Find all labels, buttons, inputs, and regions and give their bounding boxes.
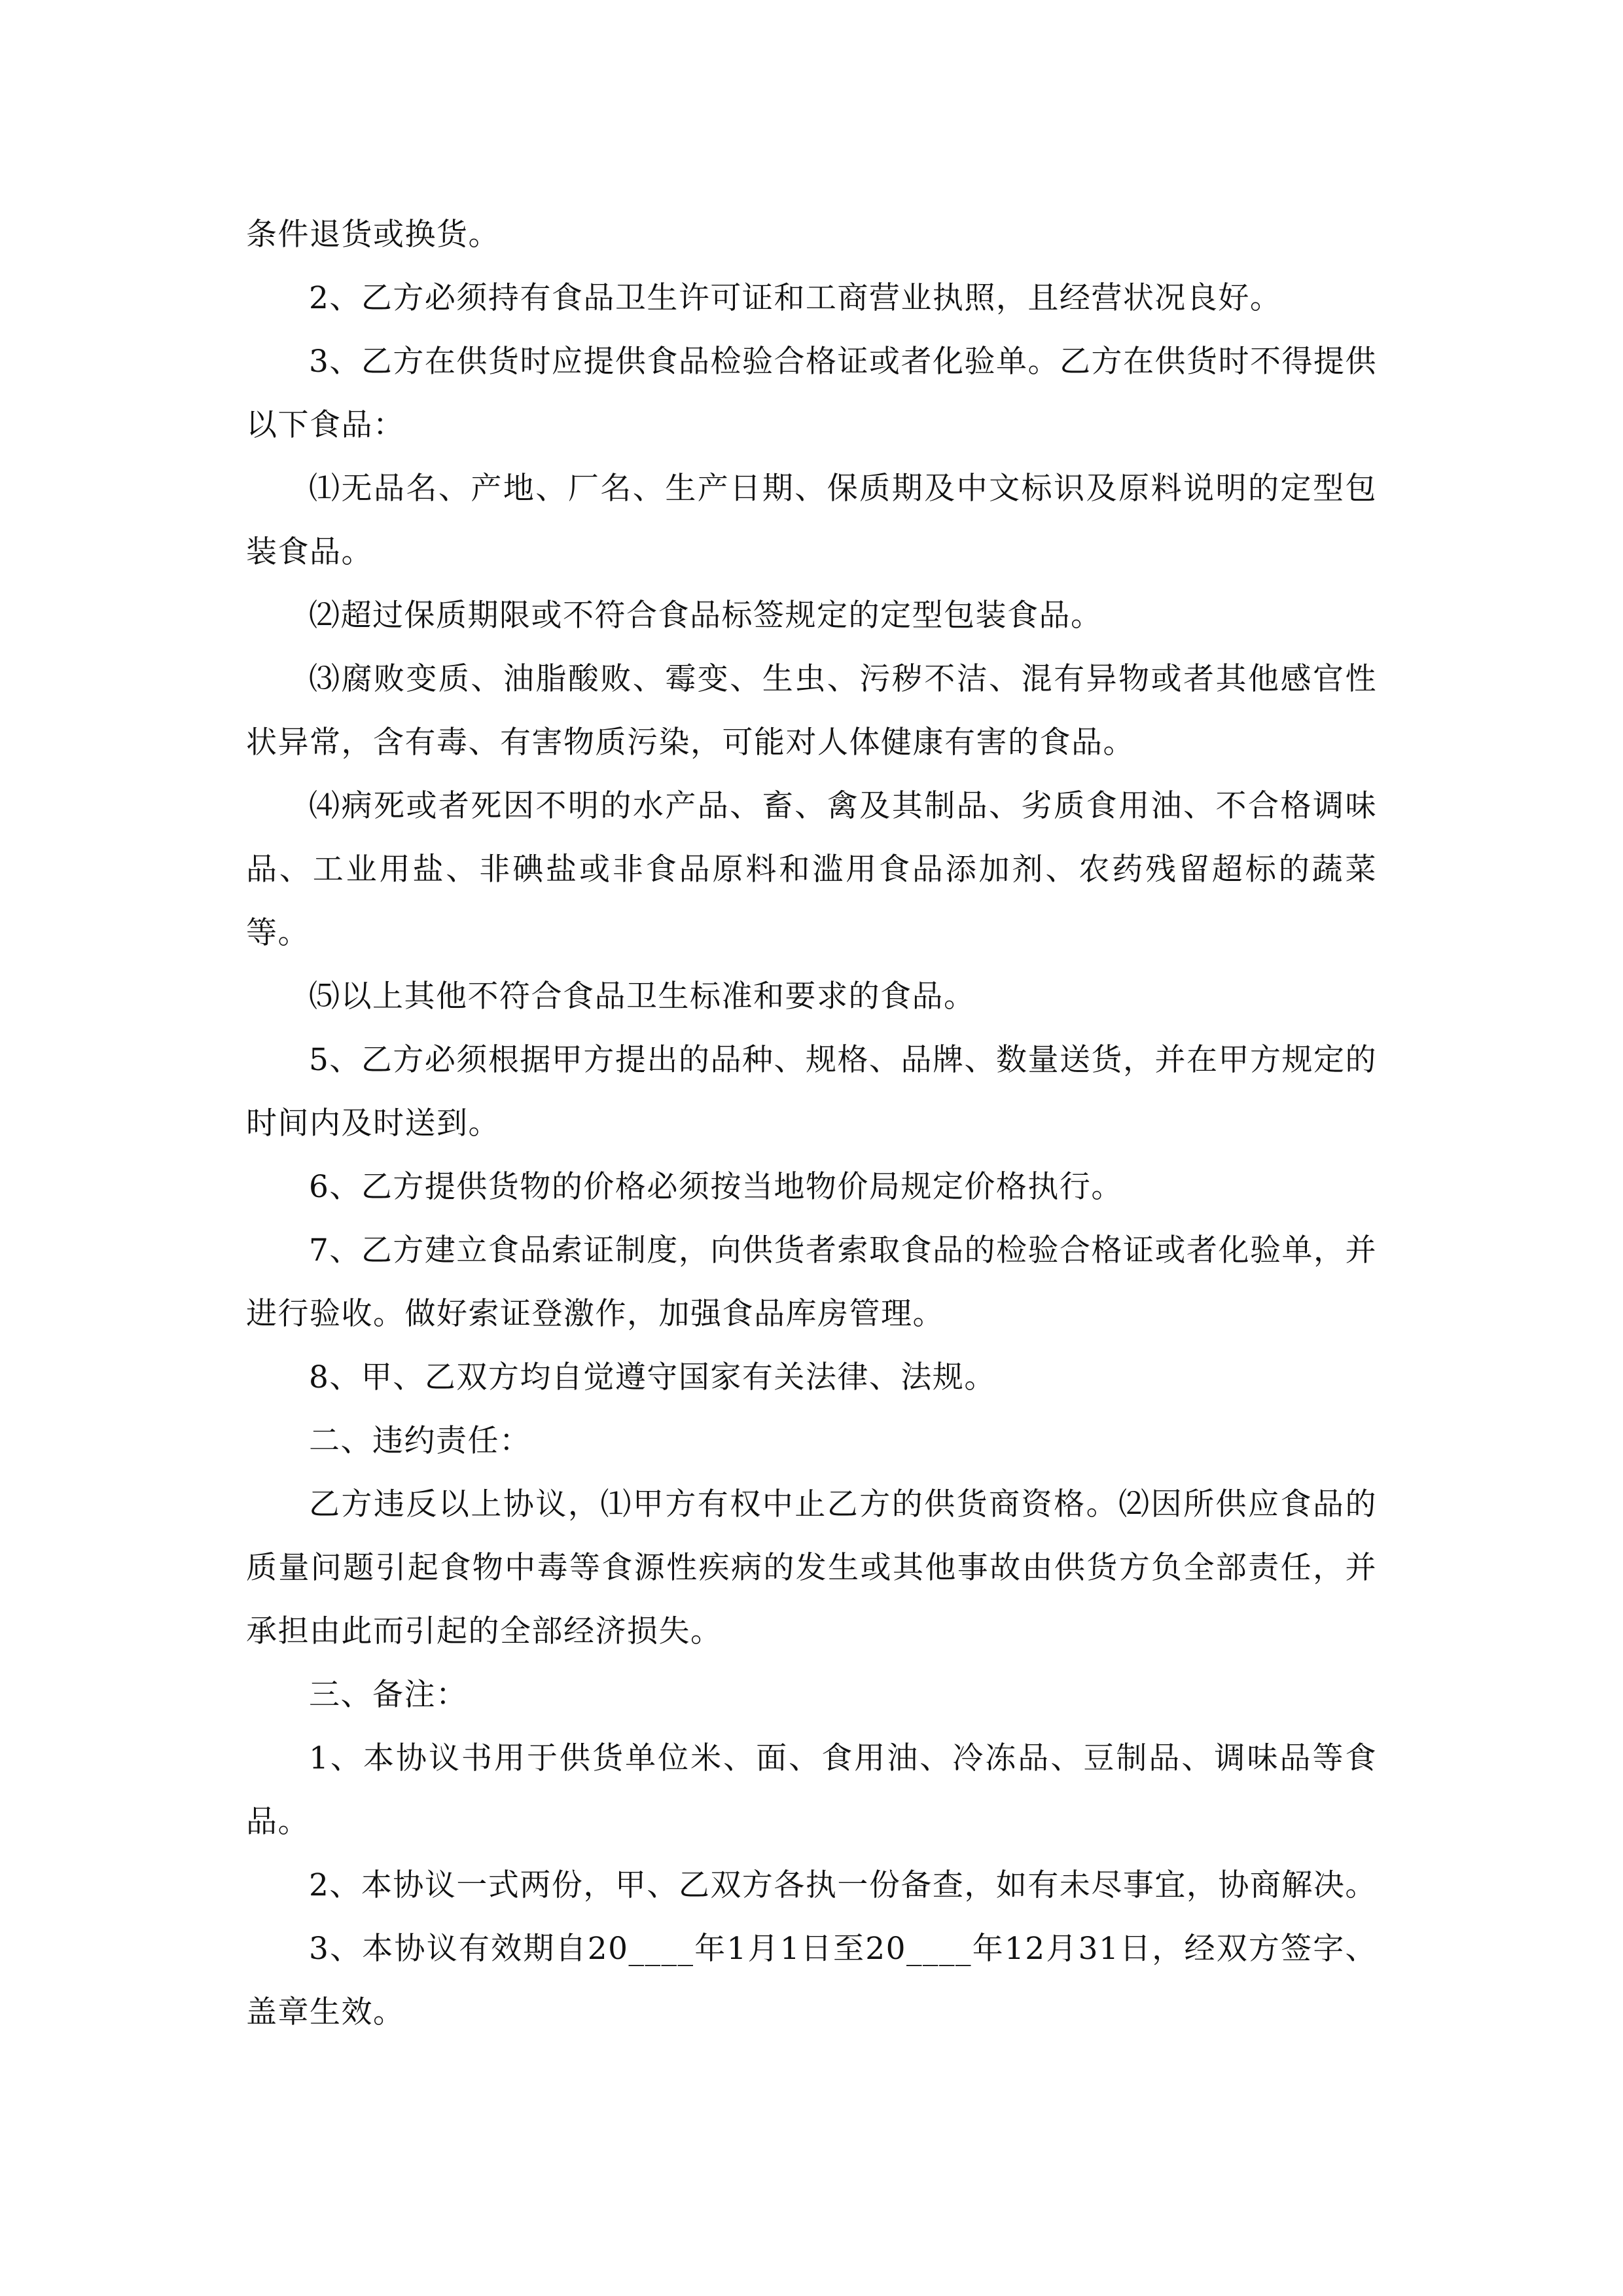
paragraph-remark-1: 1、本协议书用于供货单位米、面、食用油、冷冻品、豆制品、调味品等食品。 [246,1740,1377,1840]
section-heading-liability: 二、违约责任： [309,1423,531,1459]
paragraph-remark-3: 3、本协议有效期自20____年1月1日至20____年12月31日，经双方签字、盖章生效。 [246,1931,1377,2030]
paragraph-remark-2: 2、本协议一式两份，甲、乙双方各执一份备查，如有未尽事宜，协商解决。 [309,1867,1377,1903]
document-body [246,203,1377,2044]
paragraph-item-4: ⑷病死或者死因不明的水产品、畜、禽及其制品、劣质食用油、不合格调味品、工业用盐、非碘盐或非食品原料和滥用食品添加剂、农药残留超标的蔬菜等。 [246,788,1377,951]
paragraph-clause-8: 8、甲、乙双方均自觉遵守国家有关法律、法规。 [309,1359,996,1395]
paragraph-liability: 乙方违反以上协议，⑴甲方有权中止乙方的供货商资格。⑵因所供应食品的质量问题引起食物中毒等食源性疾病的发生或其他事故由供货方负全部责任，并承担由此而引起的全部经济损失。 [246,1486,1377,1649]
paragraph-item-5: ⑸以上其他不符合食品卫生标准和要求的食品。 [309,978,976,1014]
paragraph-clause-5: 5、乙方必须根据甲方提出的品种、规格、品牌、数量送货，并在甲方规定的时间内及时送到。 [246,1042,1377,1141]
paragraph-clause-3: 3、乙方在供货时应提供食品检验合格证或者化验单。乙方在供货时不得提供以下食品： [246,344,1377,443]
paragraph-item-1: ⑴无品名、产地、厂名、生产日期、保质期及中文标识及原料说明的定型包装食品。 [246,471,1377,570]
paragraph-item-2: ⑵超过保质期限或不符合食品标签规定的定型包装食品。 [309,598,1103,634]
paragraph-clause-7: 7、乙方建立食品索证制度，向供货者索取食品的检验合格证或者化验单，并进行验收。做好索证登激作，加强食品库房管理。 [246,1232,1377,1332]
paragraph-clause-6: 6、乙方提供货物的价格必须按当地物价局规定价格执行。 [309,1169,1123,1205]
paragraph-item-3: ⑶腐败变质、油脂酸败、霉变、生虫、污秽不洁、混有异物或者其他感官性状异常，含有毒、有害物质污染，可能对人体健康有害的食品。 [246,661,1377,761]
section-heading-remarks: 三、备注： [309,1677,468,1713]
paragraph-continuation: 条件退货或换货。 [246,217,500,253]
paragraph-clause-2: 2、乙方必须持有食品卫生许可证和工商营业执照，且经营状况良好。 [309,280,1282,316]
